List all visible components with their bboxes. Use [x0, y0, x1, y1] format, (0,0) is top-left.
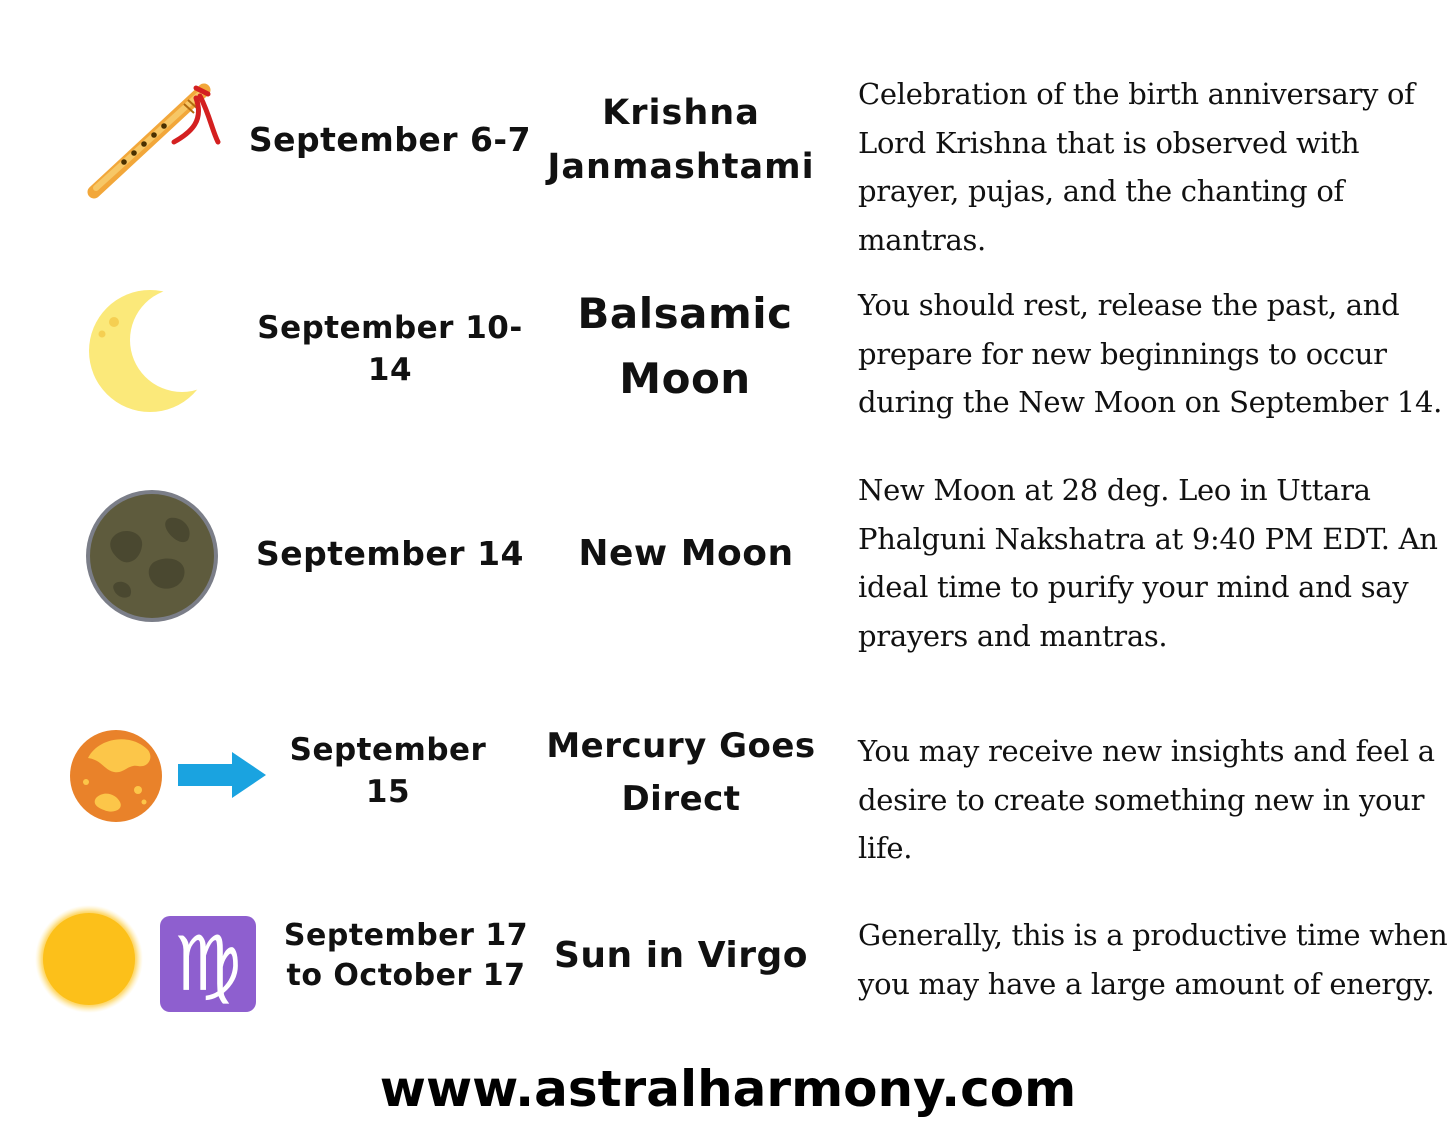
event-name: Balsamic Moon: [577, 288, 793, 403]
event-name: Sun in Virgo: [553, 935, 809, 977]
event-date: September 10-14: [257, 310, 523, 388]
event-name: Mercury Goes Direct: [546, 726, 816, 819]
event-date: September 14: [255, 533, 524, 573]
mercury-planet-icon: [68, 728, 164, 824]
event-description: You should rest, release the past, and prepare for new beginnings to occur during the New Moon on September 14.: [858, 288, 1443, 419]
sun-icon: [34, 904, 144, 1014]
crescent-moon-icon: [88, 288, 216, 414]
virgo-glyph: ♍: [173, 919, 243, 1008]
event-date: September 6-7: [248, 119, 532, 159]
event-description: Celebration of the birth anniversary of Lord Krishna that is observed with prayer, pujas, and the chanting of mantras.: [858, 77, 1415, 257]
virgo-sign-icon: [160, 916, 256, 1012]
event-description: Generally, this is a productive time when you may have a large amount of energy.: [858, 918, 1448, 1001]
flute-icon: [84, 80, 224, 204]
event-description: New Moon at 28 deg. Leo in Uttara Phalguni Nakshatra at 9:40 PM EDT. An ideal time to purify your mind and say prayers and mantras.: [858, 473, 1438, 653]
event-date: September 15: [289, 732, 487, 810]
event-date: September 17 to October 17: [283, 917, 529, 993]
event-name: New Moon: [578, 533, 794, 575]
right-arrow-icon: [178, 752, 266, 798]
event-description: You may receive new insights and feel a desire to create something new in your life.: [858, 734, 1435, 865]
website-url: www.astralharmony.com: [379, 1060, 1077, 1118]
event-name: Krishna Janmashtami: [547, 92, 815, 187]
new-moon-icon: [84, 488, 220, 624]
